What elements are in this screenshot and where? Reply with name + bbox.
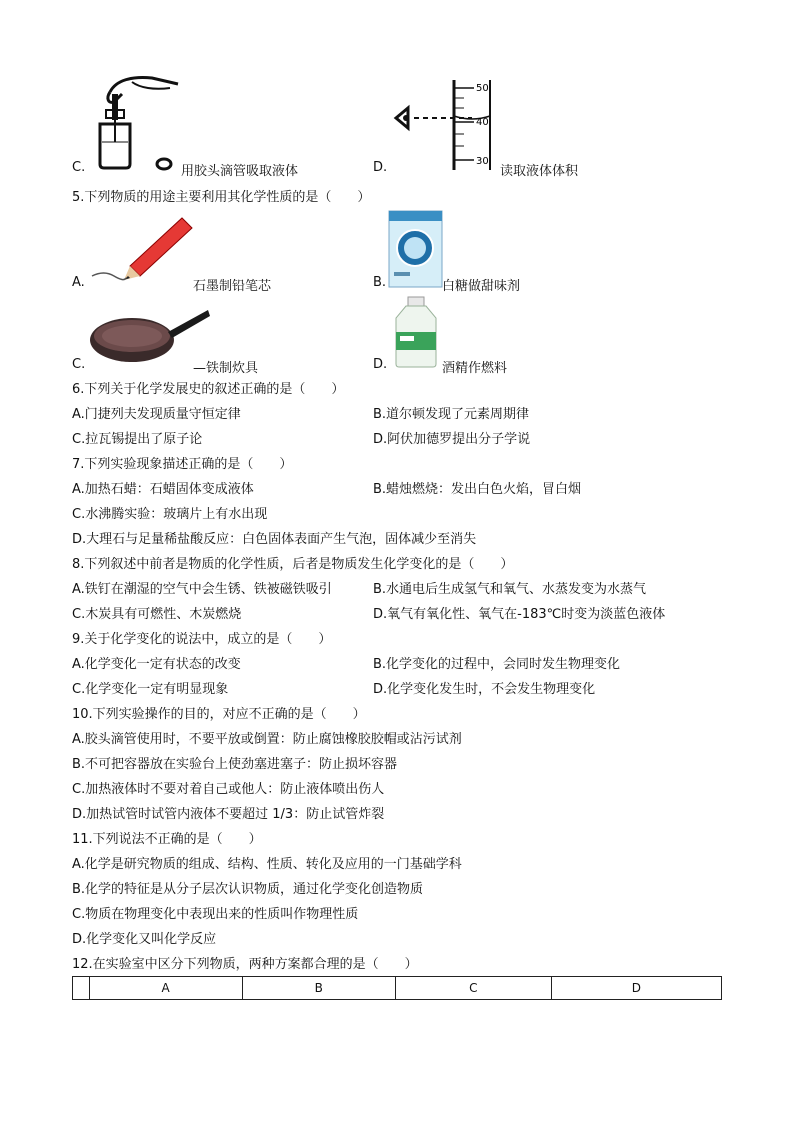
tick-40: 40 — [476, 117, 489, 128]
q7-stem: 7.下列实验现象描述正确的是（ ） — [72, 457, 293, 472]
q9-option-a: A.化学变化一定有状态的改变 — [72, 657, 241, 672]
q11-option-d: D.化学变化又叫化学反应 — [72, 932, 217, 947]
q11-option-c: C.物质在物理变化中表现出来的性质叫作物理性质 — [72, 907, 359, 922]
q11-option-a: A.化学是研究物质的组成、结构、性质、转化及应用的一门基础学科 — [72, 857, 462, 872]
q10-option-a: A.胶头滴管使用时，不要平放或倒置：防止腐蚀橡胶胶帽或沾污试剂 — [72, 732, 462, 747]
pencil-illustration — [90, 212, 195, 282]
q8-option-b: B.水通电后生成氢气和氧气、水蒸发变为水蒸气 — [373, 582, 647, 597]
q10-option-b: B.不可把容器放在实验台上使劲塞进塞子：防止损坏容器 — [72, 757, 398, 772]
q6-stem: 6.下列关于化学发展史的叙述正确的是（ ） — [72, 382, 345, 397]
q5-option-b-text: 白糖做甜味剂 — [442, 279, 521, 294]
tick-50: 50 — [476, 83, 489, 94]
q4-option-d-text: 读取液体体积 — [500, 164, 579, 179]
q5-option-d-text: 酒精作燃料 — [442, 361, 508, 376]
q12-options-table — [72, 976, 722, 1000]
q8-stem: 8.下列叙述中前者是物质的化学性质，后者是物质发生化学变化的是（ ） — [72, 557, 514, 572]
q6-option-c: C.拉瓦锡提出了原子论 — [72, 432, 203, 447]
q8-option-a: A.铁钉在潮湿的空气中会生锈、铁被磁铁吸引 — [72, 582, 332, 597]
q4-option-c-letter: C. — [72, 160, 86, 175]
q10-stem: 10.下列实验操作的目的，对应不正确的是（ ） — [72, 707, 366, 722]
q8-option-d: D.氧气有氧化性、氧气在-183℃时变为淡蓝色液体 — [373, 607, 666, 622]
q11-stem: 11.下列说法不正确的是（ ） — [72, 832, 262, 847]
q5-option-c-letter: C. — [72, 357, 86, 372]
table-header-cell: D — [551, 977, 721, 1000]
q5-option-a-letter: A. — [72, 275, 85, 290]
q5-stem: 5.下列物质的用途主要利用其化学性质的是（ ） — [72, 190, 371, 205]
q7-option-d: D.大理石与足量稀盐酸反应：白色固体表面产生气泡，固体减少至消失 — [72, 532, 477, 547]
q9-stem: 9.关于化学变化的说法中，成立的是（ ） — [72, 632, 332, 647]
q5-option-a-text: 石墨制铅笔芯 — [193, 279, 272, 294]
q6-option-d: D.阿伏加德罗提出分子学说 — [373, 432, 531, 447]
sugar-bag-illustration — [388, 210, 443, 288]
q11-option-b: B.化学的特征是从分子层次认识物质，通过化学变化创造物质 — [72, 882, 424, 897]
q12-stem: 12.在实验室中区分下列物质，两种方案都合理的是（ ） — [72, 957, 418, 972]
q7-option-c: C.水沸腾实验：玻璃片上有水出现 — [72, 507, 268, 522]
table-header-cell: C — [395, 977, 551, 1000]
q8-option-c: C.木炭具有可燃性、木炭燃烧 — [72, 607, 242, 622]
q5-option-d-letter: D. — [373, 357, 388, 372]
q6-option-b: B.道尔顿发现了元素周期律 — [373, 407, 530, 422]
table-header-cell: B — [242, 977, 395, 1000]
q10-option-d: D.加热试管时试管内液体不要超过 1/3：防止试管炸裂 — [72, 807, 385, 822]
q9-option-b: B.化学变化的过程中，会同时发生物理变化 — [373, 657, 621, 672]
table-header-row — [73, 977, 722, 1000]
q4-option-c-text: 用胶头滴管吸取液体 — [181, 164, 299, 179]
q9-option-c: C.化学变化一定有明显现象 — [72, 682, 229, 697]
q6-option-a: A.门捷列夫发现质量守恒定律 — [72, 407, 241, 422]
tick-30: 30 — [476, 156, 489, 167]
table-header-cell — [73, 977, 90, 1000]
q7-option-b: B.蜡烛燃烧：发出白色火焰，冒白烟 — [373, 482, 582, 497]
alcohol-bottle-illustration — [390, 296, 442, 368]
q10-option-c: C.加热液体时不要对着自己或他人：防止液体喷出伤人 — [72, 782, 385, 797]
q7-option-a: A.加热石蜡：石蜡固体变成液体 — [72, 482, 254, 497]
q9-option-d: D.化学变化发生时，不会发生物理变化 — [373, 682, 596, 697]
dropper-bottle-illustration — [92, 72, 182, 174]
graduated-cylinder-illustration — [392, 76, 502, 176]
q4-option-d-letter: D. — [373, 160, 388, 175]
q5-option-b-letter: B. — [373, 275, 387, 290]
table-header-cell: A — [89, 977, 242, 1000]
q5-option-c-text: —铁制炊具 — [193, 361, 259, 376]
